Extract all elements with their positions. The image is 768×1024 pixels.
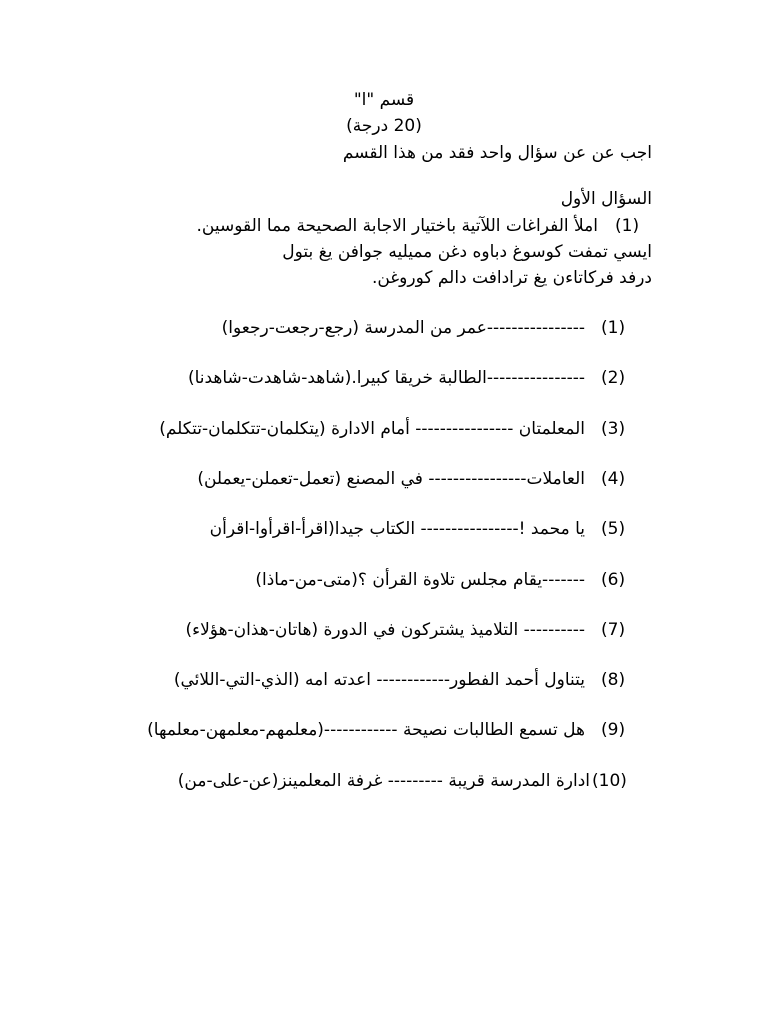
item-number: (7) (601, 620, 626, 640)
item-text: المعلمتان ---------------- أمام الادارة (يتكلمان-تتكلمان-تتكلم) (159, 419, 585, 439)
instruction-line-1: املأ الفراغات اللآتية باختيار الاجابة الصحيحة مما القوسين. (196, 216, 598, 236)
item-number: (3) (601, 419, 626, 439)
item-number: (9) (601, 720, 626, 740)
item-number: (1) (601, 318, 626, 338)
item-number: (5) (601, 519, 626, 539)
item-number: (6) (601, 570, 626, 590)
question-title: السؤال الأول (560, 189, 652, 209)
item-number: (8) (601, 670, 626, 690)
item-text: هل تسمع الطالبات نصيحة ------------(معلمهم-معلمهن-معلمها) (147, 720, 585, 740)
item-number: (2) (601, 368, 626, 388)
item-text: ---------- التلاميذ يشتركون في الدورة (هاتان-هذان-هؤلاء) (185, 620, 585, 640)
section-marks: (20 درجة) (346, 116, 422, 136)
item-number: (10) (592, 771, 627, 791)
item-text: ادارة المدرسة قريبة --------- غرفة المعلمينز(عن-على-من) (177, 771, 590, 791)
instruction-number: (1) (615, 216, 640, 236)
item-text: العاملات---------------- في المصنع (تعمل-تعملن-يعملن) (197, 469, 585, 489)
section-instruction: اجب عن عن سؤال واحد فقد من هذا القسم (342, 143, 652, 163)
item-text: -------يقام مجلس تلاوة القرأن ؟(متى-من-ماذا) (255, 570, 585, 590)
instruction-line-3: درفد فركاتاءن يغ ترادافت دالم كوروغن. (371, 268, 652, 288)
item-number: (4) (601, 469, 626, 489)
item-text: ----------------عمر من المدرسة (رجع-رجعت-رجعوا) (221, 318, 585, 338)
section-title: قسم "ا" (353, 90, 415, 110)
item-text: ----------------الطالبة خريقا كبيرا.(شاهد-شاهدت-شاهدنا) (187, 368, 585, 388)
instruction-line-2: ايسي تمفت كوسوغ دباوه دغن مميليه جوافن يغ بتول (282, 242, 652, 262)
item-text: يا محمد !---------------- الكتاب جيدا(اقرأ-اقرأوا-اقرأن (209, 519, 585, 539)
item-text: يتناول أحمد الفطور------------ اعدته امه (الذي-التي-اللائي) (173, 670, 585, 690)
